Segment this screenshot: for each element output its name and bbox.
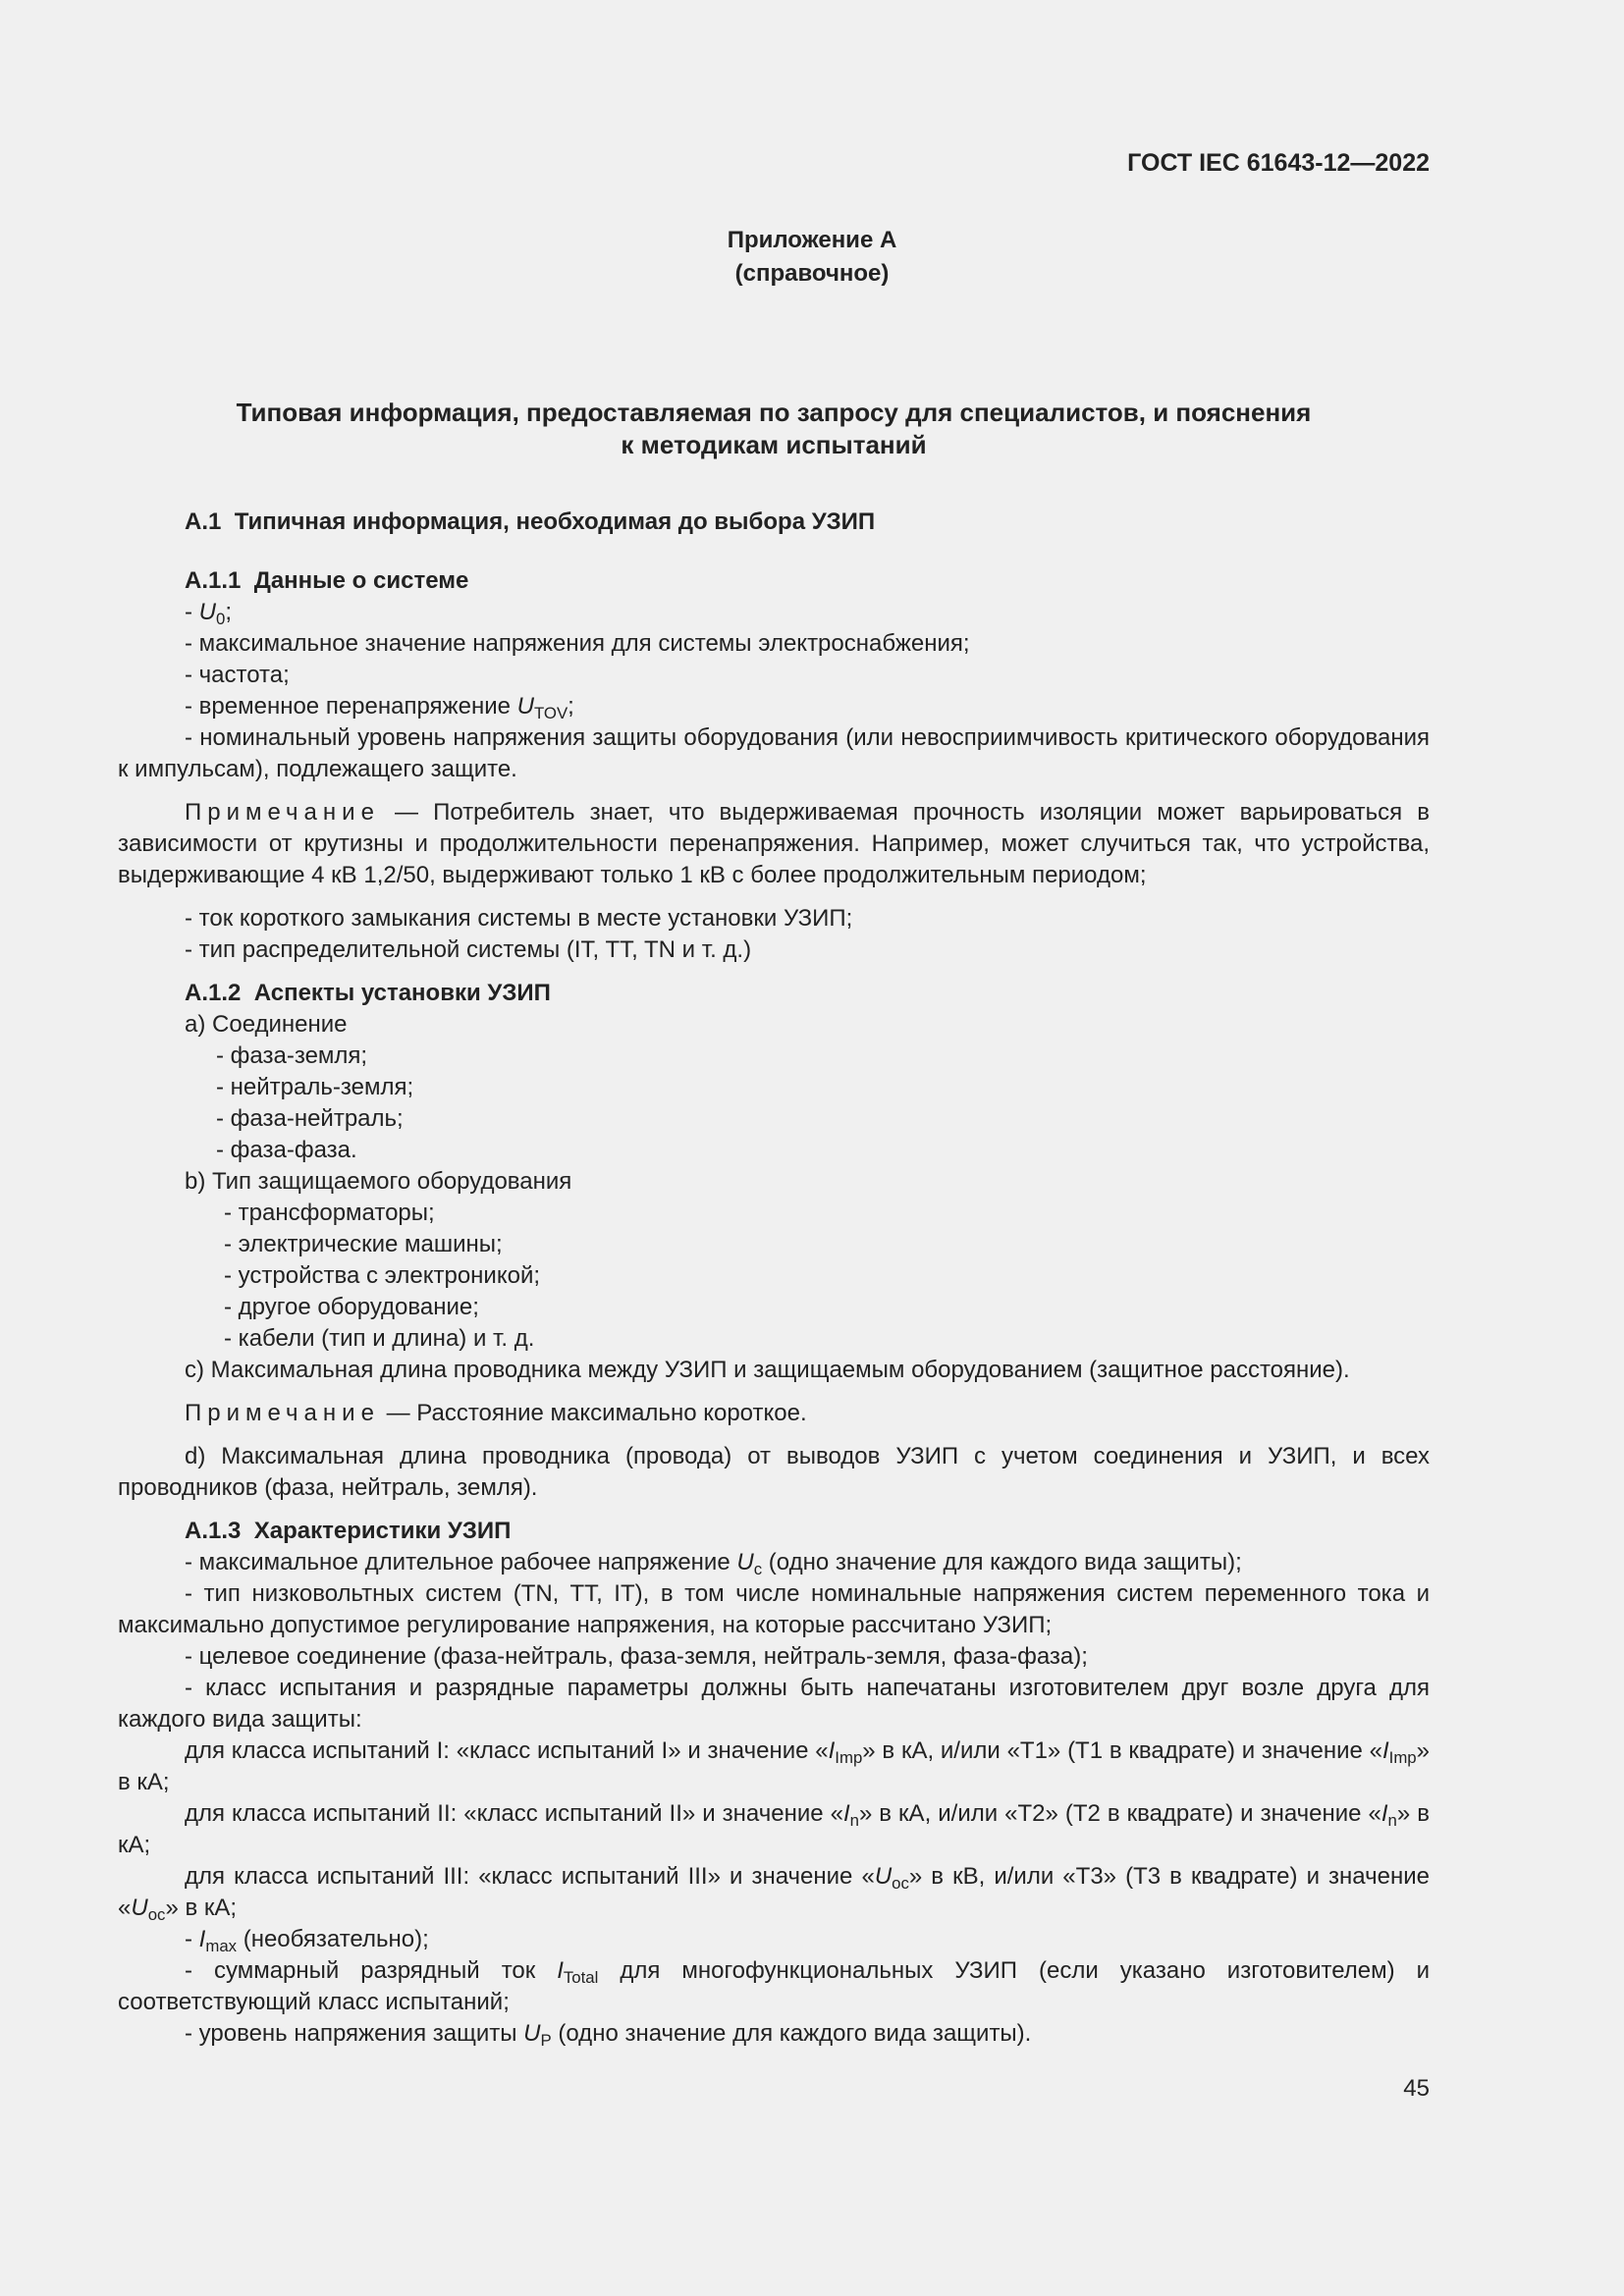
- main-title-line2: к методикам испытаний: [621, 430, 927, 459]
- section-a12-heading: [118, 978, 1430, 1009]
- section-a1-title: Типичная информация, необходимая до выбора УЗИП: [234, 508, 876, 535]
- section-a12-title: Аспекты установки УЗИП: [253, 980, 551, 1006]
- list-item: - кабели (тип и длина) и т. д.: [224, 1325, 535, 1352]
- list-item: - частота;: [185, 662, 290, 688]
- note-paragraph: Примечание — Расстояние максимально короткое.: [185, 1400, 807, 1426]
- list-item: - временное перенапряжение $U_{TOV}$;: [185, 693, 574, 723]
- page-number: 45: [1403, 2075, 1430, 2102]
- list-item: - максимальное длительное рабочее напряжение $U_c$ (одно значение для каждого вида защиты);: [185, 1549, 1242, 1579]
- section-a11-heading: [118, 565, 1430, 597]
- annex-heading: [0, 224, 1624, 291]
- standard-header: ГОСТ IEC 61643-12—2022: [1127, 149, 1430, 177]
- section-a11-number: А.1.1: [185, 567, 242, 594]
- list-item: - устройства с электроникой;: [224, 1262, 541, 1289]
- section-a13-heading: [118, 1516, 1430, 1547]
- list-item: - $I_{max}$ (необязательно);: [185, 1926, 429, 1956]
- list-item: - трансформаторы;: [224, 1200, 435, 1226]
- list-item: - фаза-фаза.: [216, 1137, 357, 1163]
- test-class-3: для класса испытаний III: «класс испытаний III» и значение «$U_{oc}$» в кВ, и/или «T3» (T3 в квадрате) и значение «$U_{oc}$» в кА;: [118, 1863, 1430, 1925]
- list-item: - $U_0$;: [185, 599, 233, 629]
- list-item: - ток короткого замыкания системы в месте установки УЗИП;: [185, 905, 853, 932]
- list-item: - фаза-нейтраль;: [216, 1105, 404, 1132]
- section-a1-number: А.1: [185, 508, 222, 535]
- note-label: Примечание: [185, 1400, 380, 1426]
- list-item: c) Максимальная длина проводника между УЗИП и защищаемым оборудованием (защитное расстояние).: [185, 1357, 1350, 1383]
- annex-subtitle: (справочное): [734, 260, 890, 287]
- list-item: d) Максимальная длина проводника (провода) от выводов УЗИП с учетом соединения и УЗИП, и всех проводников (фаза, нейтраль, земля).: [118, 1443, 1430, 1501]
- list-item: - целевое соединение (фаза-нейтраль, фаза-земля, нейтраль-земля, фаза-фаза);: [185, 1643, 1088, 1670]
- main-title: [118, 397, 1430, 461]
- list-item: - тип низковольтных систем (TN, TT, IT), в том числе номинальные напряжения систем переменного тока и максимально допустимое регулирование напряжения, на которые рассчитано УЗИП;: [118, 1580, 1430, 1638]
- list-item: b) Тип защищаемого оборудования: [185, 1168, 572, 1195]
- list-item: - класс испытания и разрядные параметры должны быть напечатаны изготовителем друг возле друга для каждого вида защиты:: [118, 1675, 1430, 1733]
- section-a13-title: Характеристики УЗИП: [253, 1518, 512, 1544]
- list-item: - электрические машины;: [224, 1231, 503, 1257]
- list-item: - тип распределительной системы (IT, TT, TN и т. д.): [185, 936, 752, 963]
- list-item: - нейтраль-земля;: [216, 1074, 414, 1100]
- list-item: - максимальное значение напряжения для системы электроснабжения;: [185, 630, 970, 657]
- annex-title: Приложение А: [727, 227, 897, 253]
- section-a11-title: Данные о системе: [253, 567, 469, 594]
- list-item: - другое оборудование;: [224, 1294, 479, 1320]
- note-paragraph: Примечание — Потребитель знает, что выдерживаемая прочность изоляции может варьироваться в зависимости от крутизны и продолжительности перенапряжения. Например, может случиться так, что устройства, выдерживающие 4 кВ 1,2/50, выдерживают только 1 кВ с более продолжительным периодом;: [118, 799, 1430, 888]
- section-a1-heading: [118, 507, 1430, 538]
- test-class-2: для класса испытаний II: «класс испытаний II» и значение «$I_n$» в кА, и/или «T2» (T2 в квадрате) и значение «$I_n$» в кА;: [118, 1800, 1430, 1858]
- main-title-line1: Типовая информация, предоставляемая по запросу для специалистов, и пояснения: [236, 398, 1312, 427]
- section-a12-number: А.1.2: [185, 980, 242, 1006]
- test-class-1: для класса испытаний I: «класс испытаний I» и значение «$I_{Imp}$» в кА, и/или «T1» (T1 в квадрате) и значение «$I_{Imp}$» в кА;: [118, 1737, 1430, 1795]
- list-item: - фаза-земля;: [216, 1042, 368, 1069]
- list-item: - уровень напряжения защиты $U_P$ (одно значение для каждого вида защиты).: [185, 2020, 1032, 2051]
- section-a13-number: А.1.3: [185, 1518, 242, 1544]
- list-item: - номинальный уровень напряжения защиты оборудования (или невосприимчивость критического оборудования к импульсам), подлежащего защите.: [118, 724, 1430, 782]
- list-item: - суммарный разрядный ток $I_{Total}$ для многофункциональных УЗИП (если указано изготовителем) и соответствующий класс испытаний;: [118, 1957, 1430, 2015]
- document-body: [118, 507, 1430, 2050]
- note-label: Примечание: [185, 799, 380, 826]
- list-item: a) Соединение: [185, 1011, 348, 1038]
